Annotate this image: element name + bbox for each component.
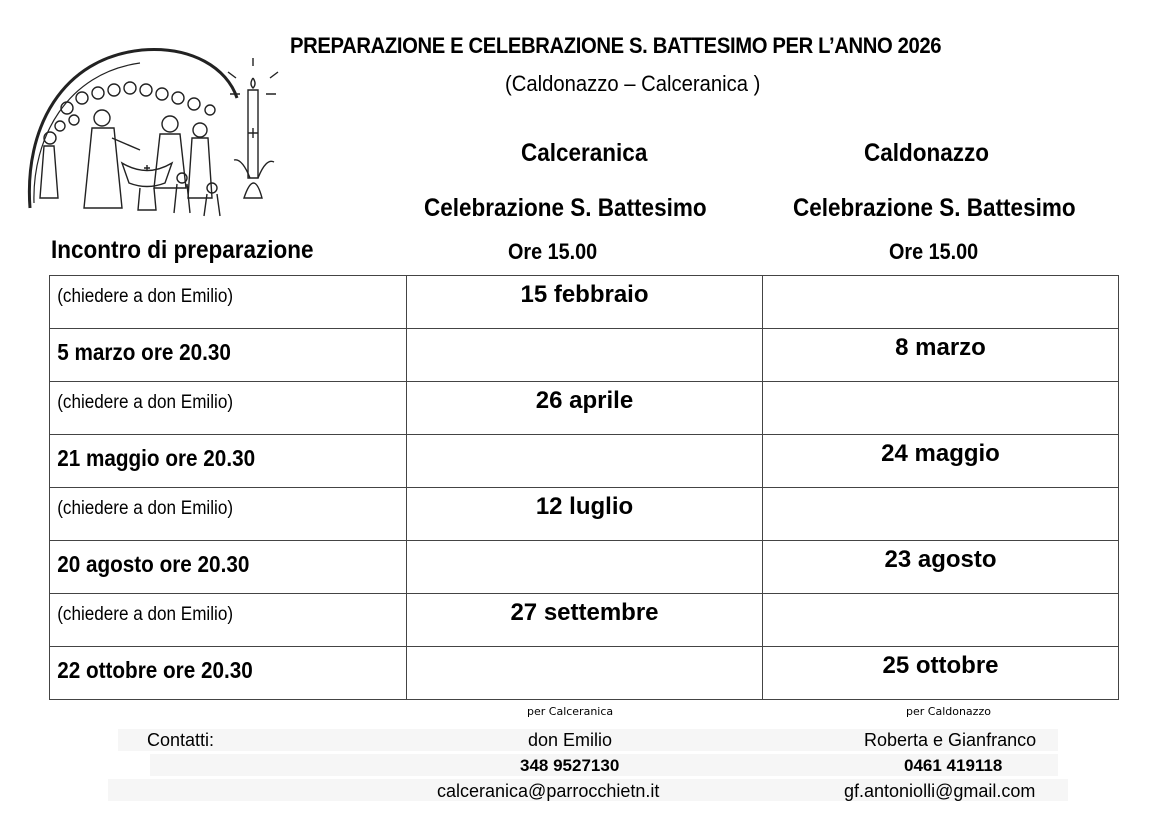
calceranica-date-cell <box>407 647 762 652</box>
caldonazzo-date-cell: 8 marzo <box>895 334 986 361</box>
calceranica-contact-email[interactable]: calceranica@parrocchietn.it <box>437 781 660 801</box>
preparation-cell: (chiedere a don Emilio) <box>57 392 234 413</box>
page-subtitle: (Caldonazzo – Calceranica ) <box>505 71 761 96</box>
caldonazzo-contact-phone: 0461 419118 <box>904 756 1003 775</box>
table-row <box>50 276 1119 329</box>
preparation-cell: (chiedere a don Emilio) <box>57 498 234 519</box>
preparation-cell: 5 marzo ore 20.30 <box>57 339 231 365</box>
caldonazzo-contact-caption: per Caldonazzo <box>906 705 991 718</box>
calceranica-contact-caption: per Calceranica <box>527 705 614 718</box>
caldonazzo-date-cell <box>763 382 1118 387</box>
table-row <box>50 488 1119 541</box>
table-row <box>50 382 1119 435</box>
caldonazzo-date-cell: 25 ottobre <box>882 652 999 679</box>
table-row <box>50 541 1119 594</box>
calceranica-date-cell: 26 aprile <box>535 387 634 414</box>
preparation-cell: (chiedere a don Emilio) <box>57 286 234 307</box>
calceranica-date-cell: 27 settembre <box>510 599 659 626</box>
caldonazzo-contact-name: Roberta e Gianfranco <box>864 730 1037 750</box>
calceranica-contact-name: don Emilio <box>528 730 613 750</box>
caldonazzo-celebration-heading: Celebrazione S. Battesimo <box>793 194 1076 222</box>
calceranica-date-cell: 15 febbraio <box>520 281 649 308</box>
calceranica-heading: Calceranica <box>521 139 648 167</box>
table-row <box>50 329 1119 382</box>
table-row <box>50 435 1119 488</box>
calceranica-date-cell: 12 luglio <box>535 493 634 520</box>
caldonazzo-date-cell: 24 maggio <box>881 440 1000 467</box>
table-row <box>50 647 1119 700</box>
calceranica-time: Ore 15.00 <box>508 239 598 264</box>
caldonazzo-heading: Caldonazzo <box>864 139 990 167</box>
preparation-cell: 22 ottobre ore 20.30 <box>57 657 253 683</box>
calceranica-celebration-heading: Celebrazione S. Battesimo <box>424 194 707 222</box>
schedule-table <box>49 275 1119 700</box>
caldonazzo-time: Ore 15.00 <box>889 239 979 264</box>
caldonazzo-date-cell <box>763 594 1118 599</box>
preparation-cell: 21 maggio ore 20.30 <box>57 445 256 471</box>
caldonazzo-date-cell <box>763 276 1118 281</box>
calceranica-date-cell <box>407 329 762 334</box>
calceranica-date-cell <box>407 541 762 546</box>
baptism-illustration <box>22 38 282 218</box>
calceranica-contact-phone: 348 9527130 <box>520 756 620 775</box>
caldonazzo-date-cell: 23 agosto <box>884 546 997 573</box>
preparation-cell: (chiedere a don Emilio) <box>57 604 234 625</box>
table-row <box>50 594 1119 647</box>
contacts-label: Contatti: <box>147 730 215 750</box>
caldonazzo-contact-email[interactable]: gf.antoniolli@gmail.com <box>844 781 1036 801</box>
preparation-cell: 20 agosto ore 20.30 <box>57 551 250 577</box>
preparation-heading: Incontro di preparazione <box>51 236 314 264</box>
page-title: PREPARAZIONE E CELEBRAZIONE S. BATTESIMO PER L’ANNO 2026 <box>290 33 942 58</box>
calceranica-date-cell <box>407 435 762 440</box>
caldonazzo-date-cell <box>763 488 1118 493</box>
